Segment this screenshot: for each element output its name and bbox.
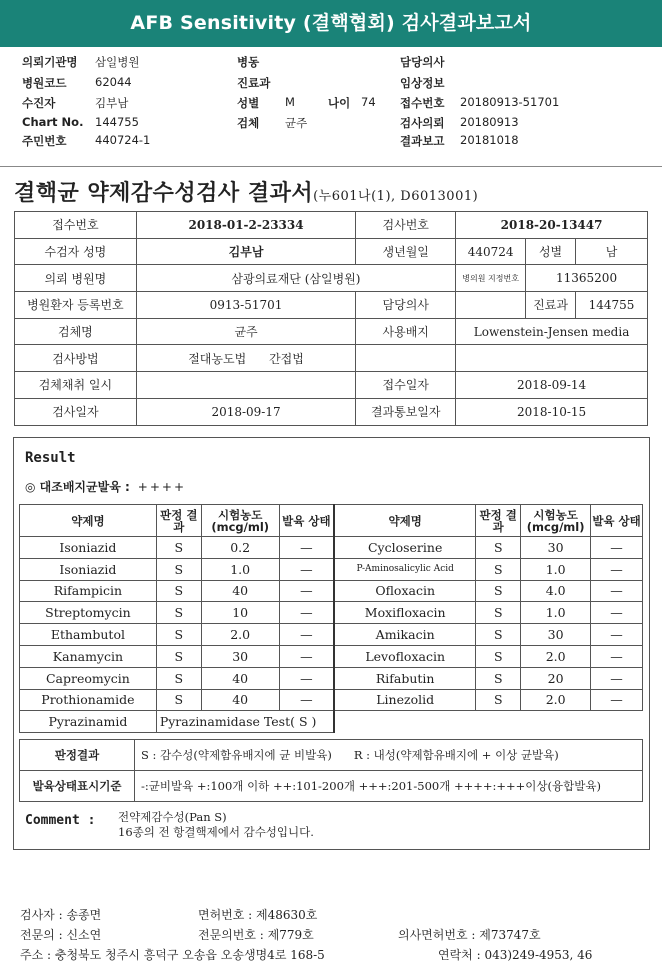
judge-result: S: [156, 667, 201, 689]
drug-row: [20, 667, 643, 689]
judge-result: S: [476, 558, 521, 580]
patient-label: 수진자: [22, 96, 56, 110]
form-label: 수검자 성명: [15, 238, 137, 265]
header-conc: 시험농도 (mcg/ml): [521, 505, 591, 537]
growth-status: —: [279, 645, 334, 667]
form-value: 균주: [136, 318, 356, 345]
blank-cell: [476, 711, 643, 733]
license-no: 면허번호 : 제48630호: [198, 908, 318, 922]
form-value-empty: [456, 345, 648, 372]
patient-value: 김부남: [95, 96, 129, 110]
result-title: Result: [25, 450, 76, 466]
judge-result: S: [476, 537, 521, 559]
form-label: 성별: [526, 238, 576, 265]
test-concentration: 2.0: [201, 624, 279, 646]
judge-r: R : 내성(약제함유배지에 + 이상 균발육): [353, 748, 559, 762]
form-value: 2018-09-17: [136, 398, 356, 425]
judge-legend-label: 판정결과: [20, 740, 135, 771]
drug-name: Ethambutol: [20, 624, 157, 646]
rrn-value: 440724-1: [95, 133, 151, 147]
form-label: 검체명: [15, 318, 137, 345]
growth-status: —: [279, 667, 334, 689]
judge-result: S: [476, 624, 521, 646]
judge-result: S: [476, 645, 521, 667]
chart-value: 144755: [95, 115, 139, 129]
judge-result: S: [476, 689, 521, 711]
doctor-label: 담당의사: [400, 55, 445, 69]
drug-name: Linezolid: [334, 689, 476, 711]
growth-status: —: [591, 645, 643, 667]
blank-cell: [334, 711, 476, 733]
drug-name: Isoniazid: [20, 537, 157, 559]
control-growth-label: ◎ 대조배지균발육 :: [25, 480, 130, 494]
hospital-label: 의뢰기관명: [22, 55, 78, 69]
form-value-empty: [456, 292, 526, 319]
form-label: 검사번호: [356, 212, 456, 239]
drug-row: [20, 558, 643, 580]
form-value: 2018-09-14: [456, 372, 648, 399]
document-title: [14, 176, 478, 207]
request-form-table: [14, 211, 648, 426]
sensitivity-table: [19, 504, 643, 733]
drug-name: Prothionamide: [20, 689, 157, 711]
form-value-empty: [136, 372, 356, 399]
age-value: 74: [361, 95, 376, 109]
form-label: 접수번호: [15, 212, 137, 239]
growth-status: —: [279, 689, 334, 711]
form-value: 440724: [456, 238, 526, 265]
header-growth: 발육 상태: [279, 505, 334, 537]
form-value: 2018-10-15: [456, 398, 648, 425]
judge-result: S: [476, 667, 521, 689]
drug-row: [20, 624, 643, 646]
header-drug: 약제명: [20, 505, 157, 537]
drug-row: [20, 537, 643, 559]
test-concentration: 4.0: [521, 580, 591, 602]
report-title: AFB Sensitivity (결핵협회) 검사결과보고서: [0, 0, 662, 47]
growth-status: —: [279, 537, 334, 559]
header-judge: 판정 결과: [156, 505, 201, 537]
control-growth-value: ++++: [137, 480, 186, 494]
growth-status: —: [279, 602, 334, 624]
pza-test: Pyrazinamidase Test( S ): [156, 711, 334, 733]
drug-name: Capreomycin: [20, 667, 157, 689]
test-concentration: 2.0: [521, 645, 591, 667]
drug-rows: [20, 537, 643, 711]
request-value: 20180913: [460, 115, 519, 129]
judge-result: S: [156, 689, 201, 711]
form-label: 생년월일: [356, 238, 456, 265]
judge-result: S: [476, 580, 521, 602]
pza-drug: Pyrazinamid: [20, 711, 157, 733]
form-label: 의뢰 병원명: [15, 265, 137, 292]
growth-status: —: [279, 624, 334, 646]
result-section: [13, 437, 650, 850]
address: 주소 : 충청북도 청주시 흥덕구 오송읍 오송생명4로 168-5: [20, 948, 325, 962]
form-label: 병원환자 등록번호: [15, 292, 137, 319]
test-concentration: 1.0: [521, 602, 591, 624]
test-concentration: 1.0: [201, 558, 279, 580]
hospital-value: 삼일병원: [95, 55, 140, 69]
specimen-value: 균주: [285, 116, 308, 130]
judge-result: S: [156, 580, 201, 602]
header-judge: 판정 결과: [476, 505, 521, 537]
drug-name: P-Aminosalicylic Acid: [334, 558, 476, 580]
code-value: 62044: [95, 75, 132, 89]
form-value: 0913-51701: [136, 292, 356, 319]
form-label: 사용배지: [356, 318, 456, 345]
judge-s: S : 감수성(약제함유배지에 균 비발육): [141, 748, 332, 762]
contact: 연락처 : 043)249-4953, 46: [438, 948, 593, 962]
header-conc: 시험농도 (mcg/ml): [201, 505, 279, 537]
form-value: [136, 345, 356, 372]
form-value-empty: [356, 345, 456, 372]
doctor-license-no: 의사면허번호 : 제73747호: [398, 928, 541, 942]
clinical-label: 임상정보: [400, 76, 445, 90]
legend-table: [19, 739, 643, 802]
drug-name: Ofloxacin: [334, 580, 476, 602]
test-concentration: 0.2: [201, 537, 279, 559]
form-label: 접수일자: [356, 372, 456, 399]
growth-status: —: [591, 558, 643, 580]
test-concentration: 30: [201, 645, 279, 667]
form-label: 검체채취 일시: [15, 372, 137, 399]
sex-label: 성별: [237, 96, 260, 110]
test-concentration: 30: [521, 537, 591, 559]
ward-label: 병동: [237, 55, 260, 69]
document-subtitle: (누601나(1), D6013001): [313, 189, 479, 204]
receipt-label: 접수번호: [400, 96, 445, 110]
comment-line: 전약제감수성(Pan S): [118, 810, 227, 824]
drug-row: [20, 602, 643, 624]
sex-value: M: [285, 95, 295, 109]
judge-result: S: [156, 624, 201, 646]
form-value: 남: [576, 238, 648, 265]
growth-status: —: [591, 537, 643, 559]
form-label: 검사방법: [15, 345, 137, 372]
dept-label: 진료과: [237, 76, 271, 90]
form-label: 병의원 지정번호: [456, 265, 526, 292]
growth-status: —: [591, 689, 643, 711]
chart-label: Chart No.: [22, 115, 84, 129]
test-concentration: 40: [201, 667, 279, 689]
test-concentration: 30: [521, 624, 591, 646]
report-date-label: 결과보고: [400, 134, 445, 148]
growth-status: —: [591, 580, 643, 602]
document-title-text: 결핵균 약제감수성검사 결과서: [14, 180, 314, 206]
header-drug: 약제명: [334, 505, 476, 537]
form-value: 2018-20-13447: [456, 212, 648, 239]
drug-row: [20, 689, 643, 711]
form-value: 144755: [576, 292, 648, 319]
age-label: 나이: [328, 96, 351, 110]
judge-result: S: [156, 645, 201, 667]
form-label: 검사일자: [15, 398, 137, 425]
drug-name: Cycloserine: [334, 537, 476, 559]
method-absolute: 절대농도법: [188, 351, 247, 366]
specimen-label: 검체: [237, 116, 260, 130]
growth-status: —: [279, 580, 334, 602]
form-value: 김부남: [136, 238, 356, 265]
specialist-no: 전문의번호 : 제779호: [198, 928, 314, 942]
specialist: 전문의 : 신소연: [20, 928, 102, 942]
drug-name: Rifabutin: [334, 667, 476, 689]
judge-legend-text: [135, 740, 643, 771]
growth-status: —: [591, 602, 643, 624]
growth-legend-label: 발육상태표시기준: [20, 771, 135, 802]
form-label: 담당의사: [356, 292, 456, 319]
judge-result: S: [476, 602, 521, 624]
tester: 검사자 : 송종면: [20, 908, 102, 922]
comment-line: 16종의 전 항결핵제에서 감수성입니다.: [118, 825, 314, 839]
receipt-value: 20180913-51701: [460, 95, 560, 109]
test-concentration: 10: [201, 602, 279, 624]
drug-name: Amikacin: [334, 624, 476, 646]
form-value: 2018-01-2-23334: [136, 212, 356, 239]
judge-result: S: [156, 558, 201, 580]
test-concentration: 20: [521, 667, 591, 689]
growth-status: —: [279, 558, 334, 580]
patient-info-panel: [0, 54, 662, 166]
growth-legend-text: -:균비발육 +:100개 이하 ++:101-200개 +++:201-500개 ++++:+++이상(융합발육): [135, 771, 643, 802]
comment-label: Comment :: [25, 813, 96, 828]
report-date-value: 20181018: [460, 133, 519, 147]
drug-name: Levofloxacin: [334, 645, 476, 667]
drug-name: Streptomycin: [20, 602, 157, 624]
form-value: 삼광의료재단 (삼일병원): [136, 265, 455, 292]
drug-row: [20, 645, 643, 667]
test-concentration: 40: [201, 580, 279, 602]
code-label: 병원코드: [22, 76, 67, 90]
form-label: 결과통보일자: [356, 398, 456, 425]
rrn-label: 주민번호: [22, 134, 67, 148]
form-value: 11365200: [526, 265, 648, 292]
drug-name: Rifampicin: [20, 580, 157, 602]
growth-status: —: [591, 624, 643, 646]
control-growth: [25, 478, 186, 495]
request-label: 검사의뢰: [400, 116, 445, 130]
form-value: Lowenstein-Jensen media: [456, 318, 648, 345]
judge-result: S: [156, 602, 201, 624]
form-label: 진료과: [526, 292, 576, 319]
drug-name: Isoniazid: [20, 558, 157, 580]
section-divider: [0, 166, 662, 167]
test-concentration: 1.0: [521, 558, 591, 580]
drug-row: [20, 580, 643, 602]
drug-name: Kanamycin: [20, 645, 157, 667]
test-concentration: 40: [201, 689, 279, 711]
growth-status: —: [591, 667, 643, 689]
header-growth: 발육 상태: [591, 505, 643, 537]
test-concentration: 2.0: [521, 689, 591, 711]
judge-result: S: [156, 537, 201, 559]
drug-name: Moxifloxacin: [334, 602, 476, 624]
method-indirect: 간접법: [269, 351, 304, 366]
